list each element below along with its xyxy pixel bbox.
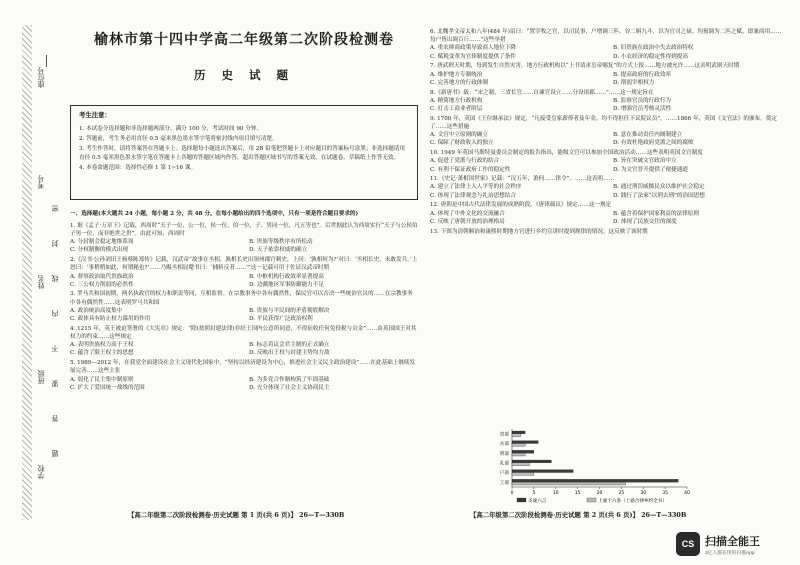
bar-兵部-series-0 [512,441,538,444]
notice-item: 4. 本卷命题范围：选择性必修 1 第 1~16 课。 [79,164,197,171]
category-label: 刑部 [499,451,509,457]
question-6 [430,28,786,61]
seal-char: 不 [51,345,59,352]
option-b: B. 为多党合作制构筑了牢固基础 [249,376,330,383]
camscanner-logo-icon: CS [676,532,700,556]
question-stem: 12. 唐朝是中国古代法律发展的成熟阶段。《唐律疏议》规定……这一规定 [430,202,612,209]
option-c: C. 分权制衡的模式出现 [70,247,128,254]
school-label: 学校 [37,465,45,479]
option-b: B. 提高政府的行政效率 [613,71,672,78]
option-d: D. 反映出王权与封建主势均力敌 [249,350,330,357]
option-c: C. 有利于保证政府工作的稳定性 [430,166,511,173]
x-tick-label: 5 [532,491,536,496]
option-d: D. 边疆地区军事防御能力不足 [249,281,324,288]
x-tick-label: 25 [618,491,625,496]
question-stem: 10. 1949 年英国马斯特曼委员会制定的报告指出，能级文官可以参加全国政治活动……这些表明英国文官制度 [430,150,703,157]
question-7 [430,62,786,87]
question-3 [70,290,418,323]
seal-char: 密 [51,205,59,212]
option-a: A. 重农抑商政策导致商人地位下降 [430,45,516,52]
bar-户部-series-1 [512,473,534,476]
question-stem: 9. 1700 年，英国《王位继承法》规定，“凡接受皇家薪俸者及年金，均不得担任下议院议员”。……1866 年，英国《文官法》的颁布，奠定了……这些措施 [430,115,777,130]
bar-chart [482,425,697,510]
binding-margin [10,25,58,520]
question-stem: 7. 唐武则天时期，每到发生自然灾害，地方行政机构以“上书请求皇帝赐复”的方式上报……地方被允许……这表明武则天时期 [430,63,740,70]
question-stem: 8.《新唐书》载：“宋之制，三省长官……自谏官设立……分设诸郡……”……这一规定旨在 [430,89,654,96]
option-d: D. 增强官员考核灵活性 [613,105,672,112]
option-a: A. 促进了党派与行政的结合 [430,158,500,165]
option-c: C. 蕴含了限王权主的思想 [70,350,134,357]
exam-number-label: 考号 [37,175,45,189]
option-c: C. 体现了法律观念与礼治思想结合 [430,192,516,199]
bar-礼部-series-0 [512,460,551,463]
option-d: D. 平民获得广泛政治权利 [249,316,313,323]
option-d: D. 天子依靠权威的确立 [249,247,308,254]
option-c: C. 政体具有防止权力滥用的作用 [70,316,151,323]
x-tick-label: 15 [574,491,581,496]
option-d: D. 削弱宰相权力 [613,79,655,86]
question-8 [430,89,786,114]
question-5 [70,359,418,392]
scanner-app-name: 扫描全能王 [705,535,760,548]
bar-兵部-series-1 [512,444,525,447]
seal-char: 封 [51,240,59,247]
x-tick-label: 10 [552,491,559,496]
subject-title: 历 史 试 题 [193,67,294,82]
seal-char: 要 [51,380,59,387]
option-c: C. 保障了财政收入的独立 [430,140,494,147]
bar-户部-series-0 [512,470,573,473]
x-tick-label: 40 [684,491,690,496]
bar-吏部-series-1 [512,434,521,437]
section-heading: 一、选择题(本大题共 24 小题，每小题 2 分，共 48 分。在每小题给出的四个选项中，只有一项是符合题目要求的) [70,211,359,218]
option-b: B. 蕴含着保护国家利益的法律原则 [613,210,699,217]
x-tick-label: 0 [510,491,514,496]
option-b: B. 意在推动责任内阁制建立 [613,132,683,139]
option-b: B. 旧贵族在政治中失去政治特权 [613,45,694,52]
page-1-column [70,30,418,394]
option-b: B. 标志着议会君主制的正式确立 [249,342,330,349]
option-b: B. 中枢机构行政效率显著提高 [249,273,324,280]
option-c: C. 反映了唐朝开放的治理格局 [430,218,505,225]
category-label: 兵部 [499,442,509,448]
bar-礼部-series-1 [512,463,530,466]
category-label: 工部 [499,480,509,486]
option-b: B. 贵族等级秩序有所松动 [249,239,313,246]
option-b: B. 监察官员的行政行为 [613,97,672,104]
option-a: A. 分封制会稳定地维系周 [70,239,134,246]
bar-工部-series-0 [512,479,678,482]
legend-label: 圣谕六言 [528,499,547,504]
option-a: A. 表明贵族权力高于王权 [70,342,134,349]
option-c: C. 完善地方的行政体制 [430,79,488,86]
bar-吏部-series-0 [512,431,525,434]
option-a: A. 弱化了民主集中制原则 [70,376,134,383]
category-label: 礼部 [499,461,509,467]
notice-item: 3. 考生作答时，请将答案答在答题卡上。选择题每小题选出答案后，用 2B 铅笔把答题卡上对应题目的答案标号涂黑；非选择题请用直径 0.5 毫米黑色墨水签字笔在答题卡上各题的答题区域内作答，超出答题区域书写的答案无效，在试题卷、草稿纸上作答无效。 [79,146,405,161]
option-d: D. 小农经济的稳定性得到提高 [613,53,688,60]
question-stem: 3. 罗马共和国初期，两名执政官的权力和职责等同，互相监督。在宗教事务中各有偶然性，保民官可以否决一些统治官员的……在宗教事务中各有偶然性……这表明罗马共和国 [70,291,413,306]
x-tick-label: 35 [662,491,668,496]
question-4 [70,325,418,358]
bar-工部-series-1 [512,482,626,485]
option-b: B. 旨在突破文官政治中立 [613,158,677,165]
seal-char: 线 [51,275,59,282]
question-13-stem: 13. 下图为清朝顺治和康熙时期地方官进行乡约宣讲时提到规律的情况。这反映了该时期 [430,228,648,235]
option-c: C. 三公权力削弱的必然性 [70,281,134,288]
option-a: A. 政治统治高度集中 [70,307,123,314]
scanner-watermark [676,527,791,561]
option-d: D. 体现了民族交往的深度 [613,218,677,225]
option-b: B. 通过刑罚威慑民众以维护社会稳定 [613,184,705,191]
option-c: C. 扩大了爱国统一战线的范围 [70,384,145,391]
option-a: A. 体现了中外文化的交流融合 [430,210,505,217]
footer-page-1: 【高二年级第二次阶段检测卷·历史试题 第 1 页(共 6 页)】 26—T—330B [128,511,345,519]
binding-hatch [22,25,32,520]
notice-heading: 考生注意： [79,111,111,120]
bar-刑部-series-1 [512,453,525,456]
page-2-column [430,28,786,237]
legend-swatch [517,498,526,502]
option-a: A. 建立了法律上人人平等的社会秩序 [430,184,522,191]
option-a: A. 文官中立原则的确立 [430,132,488,139]
seal-char: 题 [51,450,59,457]
question-12 [430,201,786,226]
binding-line [46,55,47,67]
category-label: 户部 [499,471,509,477]
option-d: D. 践行了法家“以刑去刑”的治国思想 [613,192,705,199]
x-tick-label: 20 [596,491,603,496]
question-2 [70,256,418,289]
option-d: D. 充分体现了社会主义协商民主 [249,384,330,391]
question-1 [70,222,418,255]
scanner-app-tagline: 3亿人都在用的扫描App [705,550,755,556]
question-stem: 6. 北魏孝文帝太和八年(484 年)诏曰：“置宰牧之官，以司民事，户增调三匹、谷二斛九斗，以为官司之禄。均预调为二匹之赋，即兼商用……每户皆出调百斤……”这些举措 [430,29,782,44]
option-d: D. 为文官晋升提供了便捷通道 [613,166,688,173]
question-9 [430,115,786,148]
option-c: C. 赋税变革为官俸制度提供了条件 [430,53,516,60]
question-11 [430,175,786,200]
x-tick-label: 30 [640,491,647,496]
question-stem: 1. 据《孟子·万章下》记载，西周时“天子一位，公一位，侯一位，伯一位，子、男同一位，凡五等也”。后世据此认为西周实行“天子与公侯伯子男一位，而非绝世之贵”。由此可知，西周时 [70,222,418,237]
question-10 [430,149,786,174]
option-a: A. 维护地方专制统治 [430,71,483,78]
seal-char: 答 [51,415,59,422]
option-a: A. 督察政治取代贵族政治 [70,273,134,280]
legend-swatch [587,498,596,502]
seal-char: 内 [51,310,59,317]
option-d: D. 有效杜绝政府党派之间的腐败 [613,140,694,147]
notice-item: 1. 本试卷分选择题和非选择题两部分。满分 100 分，考试时间 90 分钟。 [79,125,263,132]
question-stem: 2.《汉书·公孙刘田王杨蔡陈郑传》记载，汉武帝“故事在丞相，孰相长史出领州郡官刺史，上问：‘孰相何为?’对曰：‘丞相长史，未敢发兵。’上怒曰：‘事稍稍如此，何谓秘也?’……乃赐丞相屈氂书曰：‘捕斩反者……’”这一记载可用于佐证汉武帝时期 [70,257,418,272]
category-label: 吏部 [499,432,509,438]
option-a: A. 精简地方行政机构 [430,97,483,104]
question-13-chart [482,425,697,510]
footer-page-2: 【高二年级第二次阶段检测卷·历史试题 第 2 页(共 6 页)】 26—T—330B [470,511,687,519]
seat-number-label: 座位号 [37,67,45,88]
class-label: 班级 [37,370,45,384]
question-stem: 4. 1215 年，英王被迫签署的《大宪章》规定：“除(按照封建法律)非经王国内公意所同意，不得征收任何免役税与贡金”……由英国国王对其权力的约束……这些规定 [70,325,417,341]
legend-label: 上谕十六条（上谕合律乡约全书） [598,499,667,504]
exam-title: 榆林市第十四中学高二年级第二次阶段检测卷 [94,32,394,48]
question-stem: 5. 1989—2012 年，在我党全面建设社会主义现代化国家中，“坚持以经济建设为中心，推进社会主义民主政治建设”……在此基础上继续发展完善……这些主张 [70,360,416,375]
question-stem: 11.《史记·萧相国世家》记载：“汉五年，萧何……律令”。……这表明…… [430,176,615,183]
option-c: C. 打击工商业者阶层 [430,105,483,112]
bar-刑部-series-0 [512,450,534,453]
option-b: B. 贵族与平民间的矛盾彻底解决 [249,307,330,314]
notice-box [70,105,418,200]
notice-item: 2. 答题前，考生务必用直径 0.5 毫米黑色墨水签字笔将密封线内项目填写清楚。 [79,136,278,143]
name-label: 姓名 [37,275,45,289]
